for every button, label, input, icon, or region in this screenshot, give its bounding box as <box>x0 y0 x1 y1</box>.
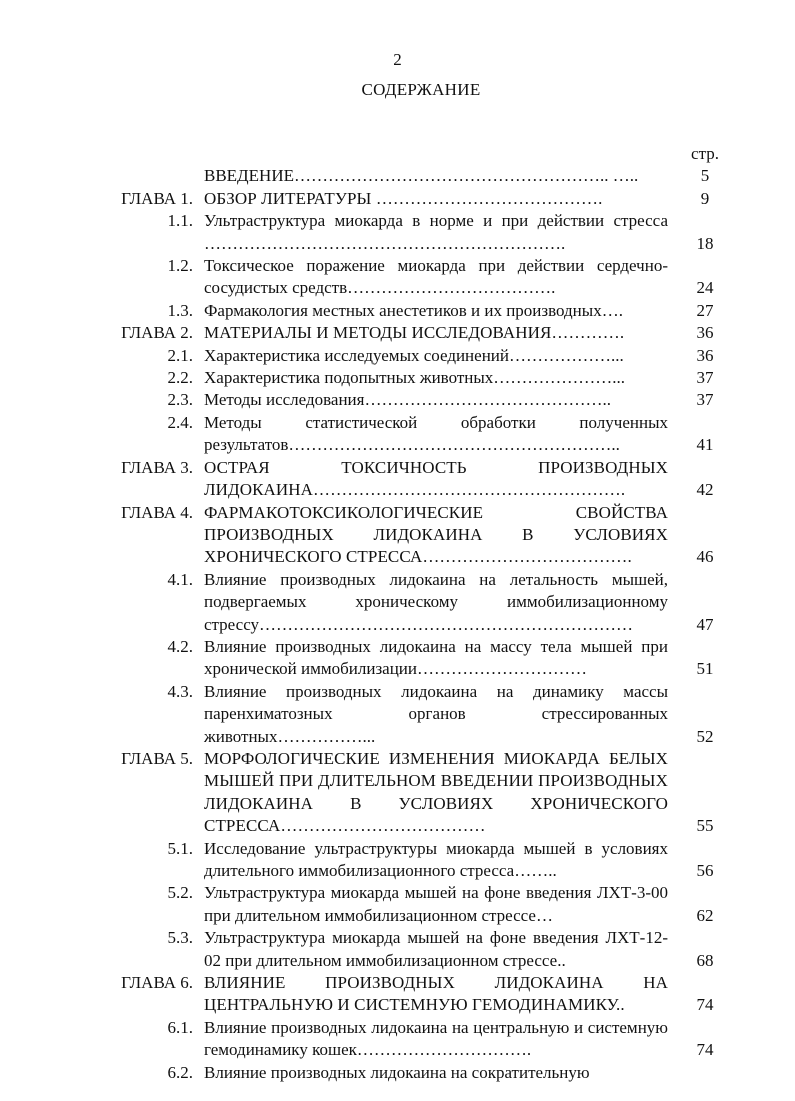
toc-entry <box>96 502 736 569</box>
table-of-contents <box>96 143 736 1084</box>
toc-title: Характеристика исследуемых соединений………………... <box>204 345 624 365</box>
toc-number: 6.2. <box>167 1062 193 1082</box>
toc-body <box>96 143 736 1084</box>
toc-entry <box>96 188 736 210</box>
toc-title <box>204 143 668 165</box>
toc-entry <box>96 165 736 187</box>
toc-page: 52 <box>696 726 714 746</box>
toc-number: 1.2. <box>167 256 193 276</box>
toc-page: 9 <box>700 188 710 208</box>
toc-entry <box>96 345 736 367</box>
toc-entry <box>96 389 736 411</box>
toc-number <box>96 143 204 165</box>
toc-number: 1.1. <box>167 211 193 231</box>
toc-page: 41 <box>696 435 714 455</box>
toc-page: 36 <box>696 323 714 343</box>
toc-entry <box>96 322 736 344</box>
toc-title: ОСТРАЯ ТОКСИЧНОСТЬ ПРОИЗВОДНЫХ ЛИДОКАИНА………………………………………………. <box>204 457 668 500</box>
toc-page: 5 <box>700 166 710 186</box>
toc-entry <box>96 681 736 748</box>
toc-title: Влияние производных лидокаина на динамику массы паренхиматозных органов стрессированных животных……………... <box>204 681 668 746</box>
toc-title: МАТЕРИАЛЫ И МЕТОДЫ ИССЛЕДОВАНИЯ…………. <box>204 323 625 343</box>
toc-number: 5.2. <box>167 883 193 903</box>
toc-page <box>668 1062 736 1084</box>
toc-entry <box>96 367 736 389</box>
toc-title: Ультраструктура миокарда мышей на фоне введения ЛХТ-12-02 при длительном иммобилизационном стрессе.. <box>204 928 668 970</box>
toc-entry <box>96 1062 736 1084</box>
toc-number: 5.3. <box>167 928 193 948</box>
toc-number: 2.2. <box>167 368 193 388</box>
toc-title: Ультраструктура миокарда в норме и при действии стресса ………………………………………………………. <box>204 211 668 253</box>
toc-number: 4.3. <box>167 681 193 701</box>
toc-number: 2.4. <box>167 412 193 432</box>
toc-number: 2.3. <box>167 390 193 410</box>
toc-page: 27 <box>696 300 714 320</box>
toc-page: 62 <box>696 905 714 925</box>
toc-page: 55 <box>696 816 714 836</box>
toc-title: Характеристика подопытных животных…………………... <box>204 368 626 388</box>
toc-number: ГЛАВА 2. <box>121 323 193 343</box>
toc-page-header: стр. <box>691 144 719 163</box>
toc-title: ВЛИЯНИЕ ПРОИЗВОДНЫХ ЛИДОКАИНА НА ЦЕНТРАЛЬНУЮ И СИСТЕМНУЮ ГЕМОДИНАМИКУ.. <box>204 973 668 1015</box>
toc-number: ГЛАВА 3. <box>121 457 193 477</box>
toc-entry <box>96 838 736 883</box>
toc-title: Методы статистической обработки полученных результатов………………………………………………….. <box>204 412 668 455</box>
toc-number: 4.1. <box>167 569 193 589</box>
toc-page: 51 <box>696 659 714 679</box>
toc-entry <box>96 748 736 838</box>
toc-entry <box>96 972 736 1017</box>
toc-title: Методы исследования…………………………………….. <box>204 390 611 410</box>
toc-title: Токсическое поражение миокарда при действии сердечно-сосудистых средств………………………………. <box>204 256 668 298</box>
toc-entry <box>96 927 736 972</box>
toc-page: 37 <box>696 368 714 388</box>
toc-page: 56 <box>696 861 714 880</box>
toc-title: ВВЕДЕНИЕ……………………………………………….. ….. <box>204 166 639 186</box>
toc-page: 74 <box>696 1040 714 1060</box>
toc-number: 6.1. <box>167 1017 193 1037</box>
toc-page: 46 <box>696 547 714 567</box>
toc-number <box>96 165 204 187</box>
toc-title: Фармакология местных анестетиков и их производных…. <box>204 300 623 320</box>
toc-entry <box>96 210 736 255</box>
toc-number: ГЛАВА 1. <box>121 188 193 208</box>
toc-header-row <box>96 143 736 165</box>
toc-entry <box>96 457 736 502</box>
toc-entry <box>96 300 736 322</box>
toc-entry <box>96 1017 736 1062</box>
toc-page: 37 <box>696 390 714 410</box>
toc-title: Влияние производных лидокаина на летальность мышей, подвергаемых хроническому иммобилизационному стрессу………………………………………………………… <box>204 569 668 634</box>
page-title: СОДЕРЖАНИЕ <box>361 80 481 99</box>
toc-number: ГЛАВА 5. <box>121 748 193 768</box>
toc-page: 42 <box>696 480 714 500</box>
toc-entry <box>96 636 736 681</box>
toc-number: ГЛАВА 4. <box>121 502 193 522</box>
toc-title: ОБЗОР ЛИТЕРАТУРЫ …………………………………. <box>204 188 603 208</box>
toc-page: 68 <box>696 950 714 970</box>
toc-title: Влияние производных лидокаина на массу тела мышей при хронической иммобилизации………………………… <box>204 636 668 679</box>
page-number: 2 <box>393 50 402 69</box>
toc-page: 47 <box>696 614 714 634</box>
toc-title: Влияние производных лидокаина на центральную и системную гемодинамику кошек…………………………. <box>204 1017 668 1060</box>
toc-number: ГЛАВА 6. <box>121 973 193 993</box>
toc-title: МОРФОЛОГИЧЕСКИЕ ИЗМЕНЕНИЯ МИОКАРДА БЕЛЫХ МЫШЕЙ ПРИ ДЛИТЕЛЬНОМ ВВЕДЕНИИ ПРОИЗВОДНЫХ ЛИДОКАИНА В УСЛОВИЯХ ХРОНИЧЕСКОГО СТРЕССА……………………………… <box>204 748 668 836</box>
toc-title: Исследование ультраструктуры миокарда мышей в условиях длительного иммобилизационного стресса…….. <box>204 838 668 880</box>
toc-entry <box>96 412 736 457</box>
toc-number: 4.2. <box>167 636 193 656</box>
toc-page: 74 <box>696 995 714 1015</box>
toc-page: 24 <box>696 278 714 298</box>
toc-entry <box>96 882 736 927</box>
toc-page: 36 <box>696 345 714 365</box>
toc-number: 2.1. <box>167 345 193 365</box>
toc-title: ФАРМАКОТОКСИКОЛОГИЧЕСКИЕ СВОЙСТВА ПРОИЗВОДНЫХ ЛИДОКАИНА В УСЛОВИЯХ ХРОНИЧЕСКОГО СТРЕССА………………………………. <box>204 502 668 567</box>
toc-page: 18 <box>696 233 714 253</box>
toc-title: Ультраструктура миокарда мышей на фоне введения ЛХТ-3-00 при длительном иммобилизационном стрессе… <box>204 883 668 925</box>
toc-number: 1.3. <box>167 300 193 320</box>
toc-title: Влияние производных лидокаина на сократительную <box>204 1062 590 1082</box>
toc-number: 5.1. <box>167 838 193 858</box>
toc-entry <box>96 569 736 636</box>
toc-entry <box>96 255 736 300</box>
